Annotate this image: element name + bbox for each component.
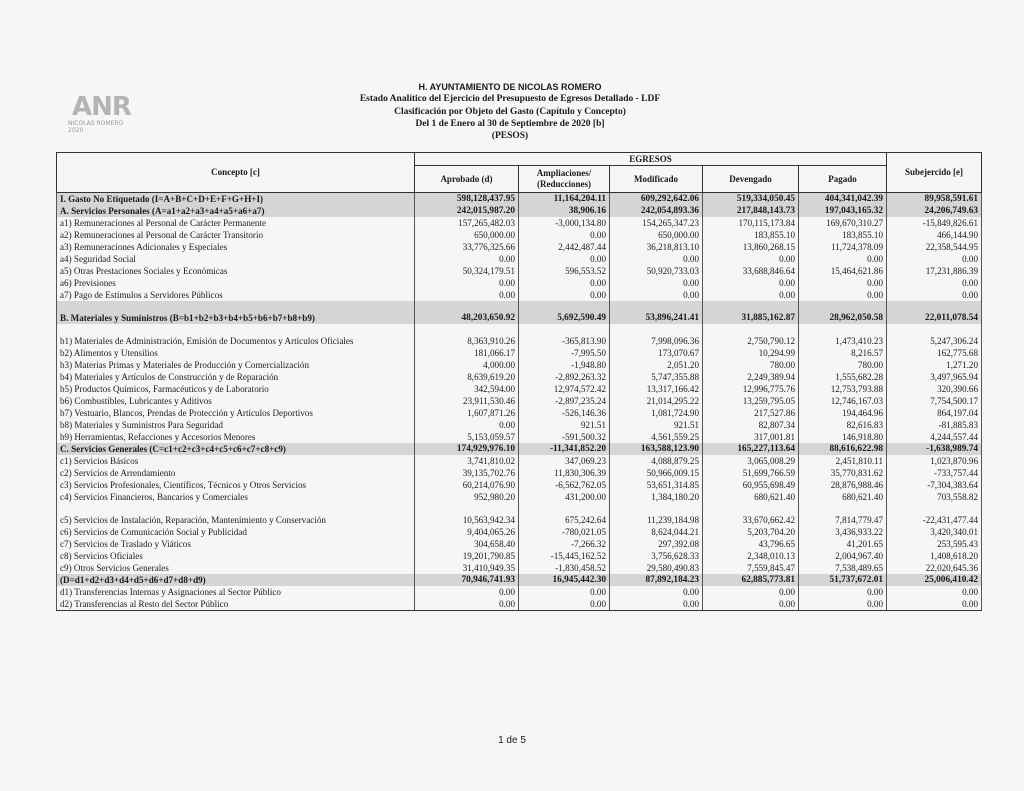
amount-cell: -365,813.90 — [519, 324, 610, 347]
amount-cell: 1,271.20 — [887, 359, 982, 371]
amount-cell: 146,918.80 — [799, 431, 887, 443]
amount-cell: 22,020,645.36 — [887, 562, 982, 574]
amount-cell: 41,201.65 — [799, 538, 887, 550]
amount-cell: 53,896,241.41 — [610, 301, 703, 324]
amount-cell: 0.00 — [887, 598, 982, 611]
amount-cell: 0.00 — [415, 253, 519, 265]
concepto-cell: b3) Materias Primas y Materiales de Producción y Comercialización — [57, 359, 415, 371]
amount-cell: 2,442,487.44 — [519, 241, 610, 253]
column-header: Ampliaciones/ (Reducciones) — [519, 166, 610, 193]
concepto-cell: b5) Productos Químicos, Farmacéuticos y de Laboratorio — [57, 383, 415, 395]
amount-cell: 11,239,184.98 — [610, 503, 703, 526]
amount-cell: 48,203,650.92 — [415, 301, 519, 324]
amount-cell: -733,757.44 — [887, 467, 982, 479]
amount-cell: -1,830,458.52 — [519, 562, 610, 574]
amount-cell: 0.00 — [610, 586, 703, 598]
table-row — [57, 467, 982, 479]
amount-cell: 4,244,557.44 — [887, 431, 982, 443]
amount-cell: 87,892,184.23 — [610, 574, 703, 586]
amount-cell: 217,527.86 — [703, 407, 799, 419]
amount-cell: 8,216.57 — [799, 347, 887, 359]
amount-cell: 2,051.20 — [610, 359, 703, 371]
amount-cell: 3,436,933.22 — [799, 526, 887, 538]
amount-cell: 28,962,050.58 — [799, 301, 887, 324]
amount-cell: 519,334,050.45 — [703, 193, 799, 206]
amount-cell: 680,621.40 — [703, 491, 799, 503]
amount-cell: 1,473,410.23 — [799, 324, 887, 347]
amount-cell: -7,266.32 — [519, 538, 610, 550]
amount-cell: 2,348,010.13 — [703, 550, 799, 562]
amount-cell: 33,776,325.66 — [415, 241, 519, 253]
concepto-cell: c8) Servicios Oficiales — [57, 550, 415, 562]
concepto-cell: a3) Remuneraciones Adicionales y Especiales — [57, 241, 415, 253]
amount-cell: 2,004,967.40 — [799, 550, 887, 562]
amount-cell: 194,464.96 — [799, 407, 887, 419]
amount-cell: 466,144.90 — [887, 229, 982, 241]
amount-cell: 0.00 — [415, 598, 519, 611]
report-title: Estado Analítico del Ejercicio del Presupuesto de Egresos Detallado - LDF — [359, 94, 661, 105]
amount-cell: 1,408,618.20 — [887, 550, 982, 562]
amount-cell: 33,670,662.42 — [703, 503, 799, 526]
concepto-cell: B. Materiales y Suministros (B=b1+b2+b3+b4+b5+b6+b7+b8+b9) — [57, 301, 415, 324]
amount-cell: 162,775.68 — [887, 347, 982, 359]
amount-cell: 51,699,766.59 — [703, 467, 799, 479]
amount-cell: 89,958,591.61 — [887, 193, 982, 206]
amount-cell: 5,203,704.20 — [703, 526, 799, 538]
amount-cell: -2,892,263.32 — [519, 371, 610, 383]
table-row — [57, 253, 982, 265]
amount-cell: 0.00 — [519, 289, 610, 301]
amount-cell: 0.00 — [703, 277, 799, 289]
amount-cell: 675,242.64 — [519, 503, 610, 526]
amount-cell: 2,451,810.11 — [799, 455, 887, 467]
amount-cell: 163,588,123.90 — [610, 443, 703, 455]
amount-cell: 2,750,790.12 — [703, 324, 799, 347]
table-row — [57, 443, 982, 455]
amount-cell: 0.00 — [519, 598, 610, 611]
amount-cell: 50,920,733.03 — [610, 265, 703, 277]
amount-cell: 22,358,544.95 — [887, 241, 982, 253]
concepto-cell: (D=d1+d2+d3+d4+d5+d6+d7+d8+d9) — [57, 574, 415, 586]
amount-cell: 0.00 — [703, 289, 799, 301]
amount-cell: -81,885.83 — [887, 419, 982, 431]
table-row — [57, 277, 982, 289]
amount-cell: 1,555,682.28 — [799, 371, 887, 383]
amount-cell: 780.00 — [703, 359, 799, 371]
amount-cell: 0.00 — [887, 253, 982, 265]
concepto-cell: I. Gasto No Etiquetado (I=A+B+C+D+E+F+G+H+I) — [57, 193, 415, 206]
amount-cell: -11,341,852.20 — [519, 443, 610, 455]
column-header: Devengado — [703, 166, 799, 193]
amount-cell: 242,015,987.20 — [415, 205, 519, 217]
column-header: Pagado — [799, 166, 887, 193]
concepto-cell: C. Servicios Generales (C=c1+c2+c3+c4+c5+c6+c7+c8+c9) — [57, 443, 415, 455]
report-header — [160, 81, 860, 142]
amount-cell: 5,247,306.24 — [887, 324, 982, 347]
concepto-cell: c2) Servicios de Arrendamiento — [57, 467, 415, 479]
amount-cell: -22,431,477.44 — [887, 503, 982, 526]
amount-cell: 82,616.83 — [799, 419, 887, 431]
amount-cell: 12,974,572.42 — [519, 383, 610, 395]
amount-cell: 680,621.40 — [799, 491, 887, 503]
amount-cell: 650,000.00 — [610, 229, 703, 241]
page-number: 1 de 5 — [498, 735, 526, 746]
amount-cell: -780,021.05 — [519, 526, 610, 538]
logo-subtitle-line2: 2020 — [68, 127, 84, 134]
amount-cell: 4,561,559.25 — [610, 431, 703, 443]
table-row — [57, 205, 982, 217]
amount-cell: 50,324,179.51 — [415, 265, 519, 277]
amount-cell: 50,966,009.15 — [610, 467, 703, 479]
amount-cell: 0.00 — [415, 277, 519, 289]
amount-cell: 7,998,096.36 — [610, 324, 703, 347]
amount-cell: -7,304,383.64 — [887, 479, 982, 491]
amount-cell: 598,128,437.95 — [415, 193, 519, 206]
concepto-cell: c5) Servicios de Instalación, Reparación, Mantenimiento y Conservación — [57, 503, 415, 526]
concepto-cell: a6) Previsiones — [57, 277, 415, 289]
amount-cell: 19,201,790.85 — [415, 550, 519, 562]
table-row — [57, 431, 982, 443]
concepto-cell: c9) Otros Servicios Generales — [57, 562, 415, 574]
amount-cell: 0.00 — [519, 253, 610, 265]
amount-cell: 173,070.67 — [610, 347, 703, 359]
amount-cell: 88,616,622.98 — [799, 443, 887, 455]
amount-cell: 157,265,482.03 — [415, 217, 519, 229]
report-currency: (PESOS) — [491, 131, 529, 142]
egresos-header: EGRESOS — [415, 153, 887, 166]
amount-cell: 181,066.17 — [415, 347, 519, 359]
amount-cell: -1,948.80 — [519, 359, 610, 371]
amount-cell: -526,146.36 — [519, 407, 610, 419]
amount-cell: 7,538,489.65 — [799, 562, 887, 574]
logo-subtitle — [68, 120, 123, 134]
amount-cell: 174,929,976.10 — [415, 443, 519, 455]
amount-cell: 38,906.16 — [519, 205, 610, 217]
concepto-cell: b6) Combustibles, Lubricantes y Aditivos — [57, 395, 415, 407]
amount-cell: 4,088,879.25 — [610, 455, 703, 467]
table-row — [57, 265, 982, 277]
amount-cell: 7,559,845.47 — [703, 562, 799, 574]
amount-cell: 197,043,165.32 — [799, 205, 887, 217]
amount-cell: -7,995.50 — [519, 347, 610, 359]
amount-cell: 82,807.34 — [703, 419, 799, 431]
concepto-cell: c4) Servicios Financieros, Bancarios y Comerciales — [57, 491, 415, 503]
table-row — [57, 491, 982, 503]
amount-cell: 8,363,910.26 — [415, 324, 519, 347]
amount-cell: 17,231,886.39 — [887, 265, 982, 277]
concepto-cell: A. Servicios Personales (A=a1+a2+a3+a4+a5+a6+a7) — [57, 205, 415, 217]
table-row — [57, 241, 982, 253]
table-row — [57, 526, 982, 538]
report-period: Del 1 de Enero al 30 de Septiembre de 2020 [b] — [415, 118, 605, 129]
table-row — [57, 419, 982, 431]
concepto-cell: a5) Otras Prestaciones Sociales y Económicas — [57, 265, 415, 277]
amount-cell: 5,692,590.49 — [519, 301, 610, 324]
amount-cell: 11,724,378.09 — [799, 241, 887, 253]
amount-cell: 60,214,076.90 — [415, 479, 519, 491]
amount-cell: 39,135,702.76 — [415, 467, 519, 479]
table-row — [57, 574, 982, 586]
amount-cell: 2,249,389.94 — [703, 371, 799, 383]
amount-cell: 0.00 — [887, 277, 982, 289]
amount-cell: 43,796.65 — [703, 538, 799, 550]
amount-cell: 0.00 — [799, 598, 887, 611]
amount-cell: 31,885,162.87 — [703, 301, 799, 324]
concepto-cell: a7) Pago de Estímulos a Servidores Públicos — [57, 289, 415, 301]
amount-cell: 3,065,008.29 — [703, 455, 799, 467]
amount-cell: 4,000.00 — [415, 359, 519, 371]
concepto-cell: d1) Transferencias Internas y Asignaciones al Sector Público — [57, 586, 415, 598]
concepto-cell: c1) Servicios Básicos — [57, 455, 415, 467]
table-row — [57, 217, 982, 229]
amount-cell: 347,069.23 — [519, 455, 610, 467]
amount-cell: 342,594.00 — [415, 383, 519, 395]
report-classification: Clasificación por Objeto del Gasto (Capítulo y Concepto) — [394, 106, 626, 117]
amount-cell: -3,000,134.80 — [519, 217, 610, 229]
entity-name: H. AYUNTAMIENTO DE NICOLAS ROMERO — [418, 82, 602, 92]
amount-cell: 242,054,893.36 — [610, 205, 703, 217]
amount-cell: 0.00 — [519, 277, 610, 289]
amount-cell: 12,746,167.03 — [799, 395, 887, 407]
table-row — [57, 395, 982, 407]
amount-cell: 217,848,143.73 — [703, 205, 799, 217]
amount-cell: 3,756,628.33 — [610, 550, 703, 562]
amount-cell: 12,996,775.76 — [703, 383, 799, 395]
logo-letters: ANR — [72, 92, 131, 122]
table-row — [57, 538, 982, 550]
amount-cell: 0.00 — [887, 289, 982, 301]
concepto-header: Concepto [c] — [57, 153, 415, 193]
amount-cell: 0.00 — [610, 598, 703, 611]
amount-cell: 304,658.40 — [415, 538, 519, 550]
table-row — [57, 324, 982, 347]
amount-cell: -6,562,762.05 — [519, 479, 610, 491]
amount-cell: 22,011,078.54 — [887, 301, 982, 324]
amount-cell: 13,259,795.05 — [703, 395, 799, 407]
concepto-cell: c7) Servicios de Traslado y Viáticos — [57, 538, 415, 550]
amount-cell: 183,855.10 — [799, 229, 887, 241]
amount-cell: 317,001.81 — [703, 431, 799, 443]
concepto-cell: b8) Materiales y Suministros Para Seguridad — [57, 419, 415, 431]
amount-cell: 53,651,314.85 — [610, 479, 703, 491]
table-row — [57, 550, 982, 562]
amount-cell: 13,317,166.42 — [610, 383, 703, 395]
amount-cell: 28,876,988.46 — [799, 479, 887, 491]
amount-cell: 7,814,779.47 — [799, 503, 887, 526]
table-row — [57, 407, 982, 419]
amount-cell: 320,390.66 — [887, 383, 982, 395]
amount-cell: 169,670,310.27 — [799, 217, 887, 229]
table-body — [57, 193, 982, 611]
column-header: Aprobado (d) — [415, 166, 519, 193]
table-row — [57, 289, 982, 301]
table-row — [57, 359, 982, 371]
amount-cell: 921.51 — [519, 419, 610, 431]
table-row — [57, 479, 982, 491]
amount-cell: 36,218,813.10 — [610, 241, 703, 253]
amount-cell: 3,497,965.94 — [887, 371, 982, 383]
amount-cell: 0.00 — [887, 586, 982, 598]
amount-cell: 21,014,295.22 — [610, 395, 703, 407]
amount-cell: -591,500.32 — [519, 431, 610, 443]
amount-cell: 1,607,871.26 — [415, 407, 519, 419]
amount-cell: 3,741,810.02 — [415, 455, 519, 467]
table-row — [57, 383, 982, 395]
amount-cell: -15,849,826.61 — [887, 217, 982, 229]
concepto-cell: a4) Seguridad Social — [57, 253, 415, 265]
concepto-cell: b2) Alimentos y Utensilios — [57, 347, 415, 359]
table-row — [57, 347, 982, 359]
amount-cell: 35,770,831.62 — [799, 467, 887, 479]
amount-cell: 0.00 — [610, 289, 703, 301]
amount-cell: 864,197.04 — [887, 407, 982, 419]
concepto-cell: c6) Servicios de Comunicación Social y Publicidad — [57, 526, 415, 538]
column-header: Modificado — [610, 166, 703, 193]
subejercido-header: Subejercido [e] — [887, 153, 982, 193]
amount-cell: 11,164,204.11 — [519, 193, 610, 206]
amount-cell: 431,200.00 — [519, 491, 610, 503]
amount-cell: 62,885,773.81 — [703, 574, 799, 586]
amount-cell: 0.00 — [415, 289, 519, 301]
amount-cell: 0.00 — [799, 277, 887, 289]
amount-cell: 60,955,698.49 — [703, 479, 799, 491]
amount-cell: 0.00 — [799, 253, 887, 265]
amount-cell: 8,624,044.21 — [610, 526, 703, 538]
concepto-cell: a1) Remuneraciones al Personal de Carácter Permanente — [57, 217, 415, 229]
amount-cell: 183,855.10 — [703, 229, 799, 241]
municipal-logo — [62, 92, 146, 134]
amount-cell: 25,006,410.42 — [887, 574, 982, 586]
amount-cell: 0.00 — [415, 419, 519, 431]
concepto-cell: a2) Remuneraciones al Personal de Carácter Transitorio — [57, 229, 415, 241]
amount-cell: 0.00 — [703, 586, 799, 598]
amount-cell: 404,341,042.39 — [799, 193, 887, 206]
amount-cell: 596,553.52 — [519, 265, 610, 277]
concepto-cell: b9) Herramientas, Refacciones y Accesorios Menores — [57, 431, 415, 443]
amount-cell: 0.00 — [703, 598, 799, 611]
amount-cell: 13,860,268.15 — [703, 241, 799, 253]
table-row — [57, 301, 982, 324]
amount-cell: 5,747,355.88 — [610, 371, 703, 383]
table-row — [57, 562, 982, 574]
amount-cell: 70,946,741.93 — [415, 574, 519, 586]
table-row — [57, 455, 982, 467]
amount-cell: 952,980.20 — [415, 491, 519, 503]
amount-cell: 0.00 — [519, 586, 610, 598]
amount-cell: 0.00 — [610, 277, 703, 289]
budget-table — [56, 152, 982, 611]
amount-cell: 10,563,942.34 — [415, 503, 519, 526]
amount-cell: 154,265,347.23 — [610, 217, 703, 229]
concepto-cell: c3) Servicios Profesionales, Científicos, Técnicos y Otros Servicios — [57, 479, 415, 491]
logo-subtitle-line1: NICOLAS ROMERO — [68, 120, 124, 127]
amount-cell: 0.00 — [799, 586, 887, 598]
amount-cell: 33,688,846.64 — [703, 265, 799, 277]
amount-cell: 3,420,340.01 — [887, 526, 982, 538]
concepto-cell: d2) Transferencias al Resto del Sector Público — [57, 598, 415, 611]
amount-cell: 170,115,173.84 — [703, 217, 799, 229]
table-row — [57, 586, 982, 598]
table-row — [57, 229, 982, 241]
amount-cell: 165,227,113.64 — [703, 443, 799, 455]
amount-cell: 51,737,672.01 — [799, 574, 887, 586]
concepto-cell: b7) Vestuario, Blancos, Prendas de Protección y Artículos Deportivos — [57, 407, 415, 419]
concepto-cell: b1) Materiales de Administración, Emisión de Documentos y Artículos Oficiales — [57, 324, 415, 347]
amount-cell: -15,445,162.52 — [519, 550, 610, 562]
table-row — [57, 193, 982, 206]
amount-cell: 253,595.43 — [887, 538, 982, 550]
amount-cell: 1,081,724.90 — [610, 407, 703, 419]
amount-cell: 15,464,621.86 — [799, 265, 887, 277]
amount-cell: 0.00 — [703, 253, 799, 265]
amount-cell: 1,023,870.96 — [887, 455, 982, 467]
amount-cell: 0.00 — [799, 289, 887, 301]
table-row — [57, 503, 982, 526]
amount-cell: 609,292,642.06 — [610, 193, 703, 206]
amount-cell: 8,639,619.20 — [415, 371, 519, 383]
amount-cell: 10,294.99 — [703, 347, 799, 359]
amount-cell: 650,000.00 — [415, 229, 519, 241]
amount-cell: 12,753,793.88 — [799, 383, 887, 395]
table-row — [57, 598, 982, 611]
amount-cell: 7,754,500.17 — [887, 395, 982, 407]
amount-cell: -2,897,235.24 — [519, 395, 610, 407]
amount-cell: 29,580,490.83 — [610, 562, 703, 574]
table-row — [57, 371, 982, 383]
amount-cell: 0.00 — [610, 253, 703, 265]
amount-cell: 1,384,180.20 — [610, 491, 703, 503]
amount-cell: 297,392.08 — [610, 538, 703, 550]
amount-cell: 921.51 — [610, 419, 703, 431]
amount-cell: 780.00 — [799, 359, 887, 371]
amount-cell: 9,404,065.26 — [415, 526, 519, 538]
amount-cell: -1,638,989.74 — [887, 443, 982, 455]
amount-cell: 23,911,530.46 — [415, 395, 519, 407]
concepto-cell: b4) Materiales y Artículos de Construcción y de Reparación — [57, 371, 415, 383]
amount-cell: 11,830,306.39 — [519, 467, 610, 479]
amount-cell: 5,153,059.57 — [415, 431, 519, 443]
amount-cell: 0.00 — [519, 229, 610, 241]
amount-cell: 0.00 — [415, 586, 519, 598]
amount-cell: 31,410,949.35 — [415, 562, 519, 574]
amount-cell: 16,945,442.30 — [519, 574, 610, 586]
amount-cell: 24,206,749.63 — [887, 205, 982, 217]
amount-cell: 703,558.82 — [887, 491, 982, 503]
